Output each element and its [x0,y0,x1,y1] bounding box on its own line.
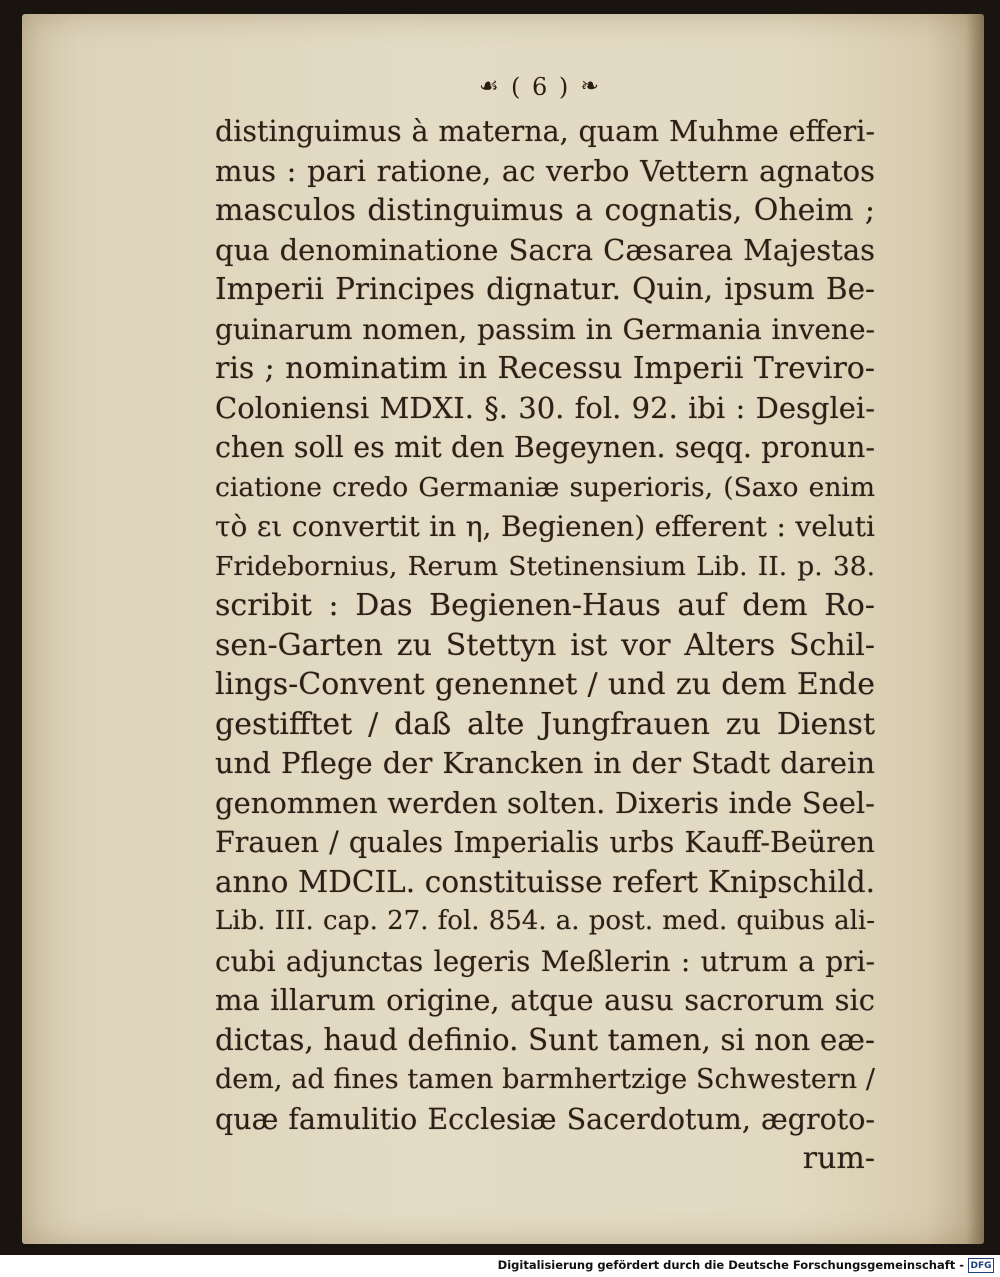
text-line: Imperii Principes dignatur. Quin, ipsum Be- [215,272,875,306]
text-line: gestifftet / daß alte Jungfrauen zu Dienst [215,706,875,742]
text-line: chen soll es mit den Begeynen. seqq. pronun- [215,431,875,464]
text-line: quæ famulitio Ecclesiæ Sacerdotum, ægroto- [215,1102,875,1136]
page-number: ( 6 ) [511,73,571,101]
text-line: Frauen / quales Imperialis urbs Kauff-Beüren [215,826,875,859]
text-line: mus : pari ratione, ac verbo Vettern agnatos [215,153,875,188]
funding-credit: Digitalisierung gefördert durch die Deutsche Forschungsgemeinschaft - [497,1258,964,1272]
text-line: lings-Convent genennet / und zu dem Ende [215,667,875,702]
text-line: masculos distinguimus a cognatis, Oheim ; [215,193,875,228]
text-line: guinarum nomen, passim in Germania invene- [215,312,875,346]
ornament-right-icon: ❧ [580,74,601,99]
page-header [430,66,650,106]
page-edge-shadow [966,14,984,1244]
text-line: dem, ad fines tamen barmhertzige Schwestern / [215,1064,875,1095]
dfg-logo: DFG [968,1258,994,1273]
text-line: genommen werden solten. Dixeris inde Seel- [215,785,875,820]
text-line: ciatione credo Germaniæ superioris, (Saxo enim [215,471,875,503]
text-line: cubi adjunctas legeris Meßlerin : utrum a pri- [215,944,875,978]
text-line: ma illarum origine, atque ausu sacrorum sic [215,983,875,1017]
text-line: dictas, haud definio. Sunt tamen, si non eæ- [215,1022,875,1057]
text-line: Lib. III. cap. 27. fol. 854. a. post. med. quibus ali- [215,906,875,936]
ornament-left-icon: ☙ [479,74,501,99]
catchword: rum- [802,1141,875,1176]
footer-bar [0,1255,1000,1277]
text-line: anno MDCIL. constituisse refert Knipschild. [215,864,875,899]
text-line: scribit : Das Begienen-Haus auf dem Ro- [215,588,875,623]
text-line: Fridebornius, Rerum Stetinensium Lib. II. p. 38. [215,550,875,582]
text-line: und Pflege der Krancken in der Stadt darein [215,746,875,780]
text-line: qua denominatione Sacra Cæsarea Majestas [215,232,875,267]
text-line: τὸ ει convertit in η, Begienen) efferent : veluti [215,510,875,543]
text-line: ris ; nominatim in Recessu Imperii Treviro- [215,351,875,386]
body-text [215,112,875,1179]
text-line: sen-Garten zu Stettyn ist vor Alters Schil- [215,627,875,663]
text-line: distinguimus à materna, quam Muhme efferi- [215,115,875,148]
text-line: Coloniensi MDXI. §. 30. fol. 92. ibi : Desglei- [215,390,875,425]
